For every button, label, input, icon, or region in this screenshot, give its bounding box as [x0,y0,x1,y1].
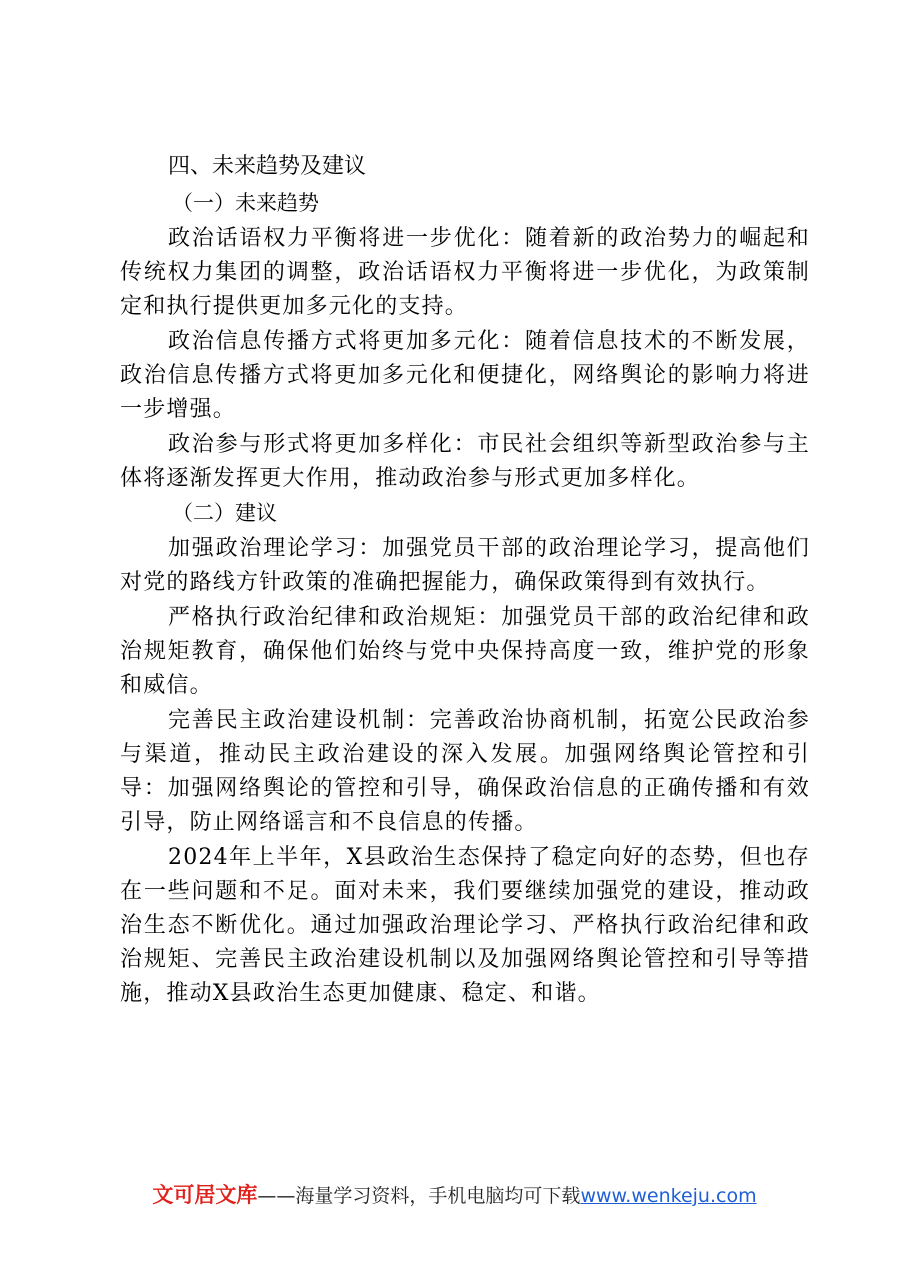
subsection-title-suggestions: （二）建议 [172,501,277,525]
paragraph-trend-discourse: 政治话语权力平衡将进一步优化：随着新的政治势力的崛起和传统权力集团的调整，政治话语权力平衡将进一步优化，为政策制定和执行提供更加多元化的支持。 [120,226,810,319]
paragraph-suggestion-theory: 加强政治理论学习：加强党员干部的政治理论学习，提高他们对党的路线方针政策的准确把握能力，确保政策得到有效执行。 [120,536,810,595]
document-body [120,148,810,1011]
subsection-title-trends: （一）未来趋势 [172,191,319,215]
paragraph-trend-communication: 政治信息传播方式将更加多元化：随着信息技术的不断发展，政治信息传播方式将更加多元化和便捷化，网络舆论的影响力将进一步增强。 [120,329,810,422]
paragraph-suggestion-discipline: 严格执行政治纪律和政治规矩：加强党员干部的政治纪律和政治规矩教育，确保他们始终与党中央保持高度一致，维护党的形象和威信。 [120,605,810,698]
section-title: 四、未来趋势及建议 [168,154,367,179]
footer-brand: 文可居文库 [152,1183,258,1207]
paragraph-trend-participation: 政治参与形式将更加多样化：市民社会组织等新型政治参与主体将逐渐发挥更大作用，推动政治参与形式更加多样化。 [120,432,810,491]
footer-banner [0,1180,909,1211]
footer-link[interactable]: www.wenkeju.com [580,1185,757,1207]
footer-tagline: 海量学习资料，手机电脑均可下载 [295,1185,581,1207]
footer-dash: —— [257,1185,296,1207]
paragraph-conclusion: 2024年上半年，X县政治生态保持了稳定向好的态势，但也存在一些问题和不足。面对未来，我们要继续加强党的建设，推动政治生态不断优化。通过加强政治理论学习、严格执行政治纪律和政治规矩、完善民主政治建设机制以及加强网络舆论管控和引导等措施，推动X县政治生态更加健康、稳定、和谐。 [120,845,810,1006]
paragraph-suggestion-democracy: 完善民主政治建设机制：完善政治协商机制，拓宽公民政治参与渠道，推动民主政治建设的深入发展。加强网络舆论管控和引导：加强网络舆论的管控和引导，确保政治信息的正确传播和有效引导，防止网络谣言和不良信息的传播。 [120,708,810,835]
